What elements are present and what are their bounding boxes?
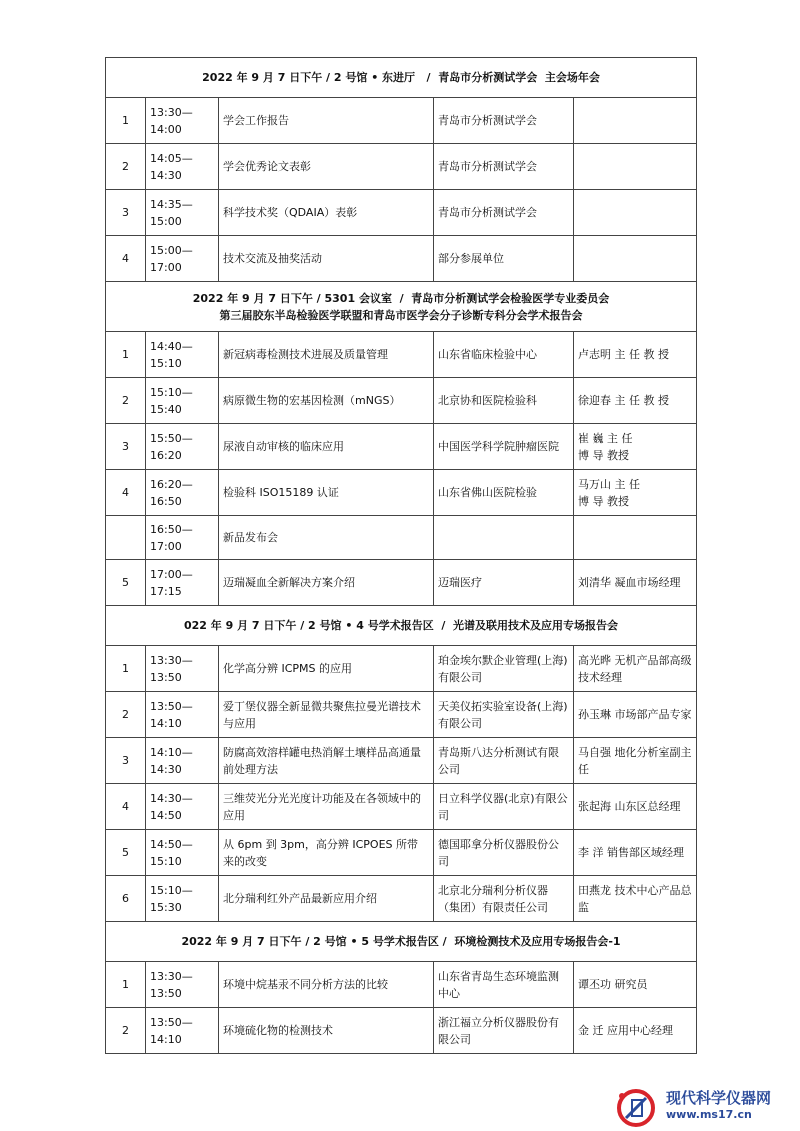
cell-topic: 新冠病毒检测技术进展及质量管理	[219, 332, 434, 378]
cell-speaker: 高光晔 无机产品部高级技术经理	[574, 646, 697, 692]
cell-time: 14:40—15:10	[146, 332, 219, 378]
cell-speaker: 马万山 主 任 博 导 教授	[574, 470, 697, 516]
table-row	[106, 1008, 697, 1054]
cell-no: 1	[106, 646, 146, 692]
cell-org: 珀金埃尔默企业管理(上海)有限公司	[434, 646, 574, 692]
cell-no: 1	[106, 962, 146, 1008]
cell-speaker	[574, 190, 697, 236]
cell-time: 14:30—14:50	[146, 784, 219, 830]
watermark	[612, 1086, 797, 1128]
table-row	[106, 190, 697, 236]
cell-org: 山东省青岛生态环境监测中心	[434, 962, 574, 1008]
cell-topic: 检验科 ISO15189 认证	[219, 470, 434, 516]
cell-time: 14:10—14:30	[146, 738, 219, 784]
table-row	[106, 378, 697, 424]
table-row	[106, 470, 697, 516]
cell-org: 青岛市分析测试学会	[434, 144, 574, 190]
cell-no: 2	[106, 378, 146, 424]
cell-org: 山东省佛山医院检验	[434, 470, 574, 516]
cell-speaker	[574, 98, 697, 144]
cell-org: 青岛斯八达分析测试有限公司	[434, 738, 574, 784]
cell-org: 天美仪拓实验室设备(上海)有限公司	[434, 692, 574, 738]
cell-time: 14:05—14:30	[146, 144, 219, 190]
cell-topic: 病原微生物的宏基因检测（mNGS）	[219, 378, 434, 424]
cell-time: 13:50—14:10	[146, 692, 219, 738]
cell-topic: 从 6pm 到 3pm，高分辨 ICPOES 所带来的改变	[219, 830, 434, 876]
cell-speaker: 徐迎春 主 任 教 授	[574, 378, 697, 424]
cell-topic: 迈瑞凝血全新解决方案介绍	[219, 560, 434, 606]
cell-time: 16:50—17:00	[146, 516, 219, 560]
cell-no: 3	[106, 190, 146, 236]
table-row	[106, 962, 697, 1008]
section-title	[106, 282, 697, 332]
watermark-title: 现代科学仪器网	[666, 1089, 772, 1107]
cell-topic: 三维荧光分光光度计功能及在各领域中的应用	[219, 784, 434, 830]
cell-time: 15:50—16:20	[146, 424, 219, 470]
section-title-line: 2022 年 9 月 7 日下午 / 2 号馆 • 5 号学术报告区 / 环境检测技术及应用专场报告会-1	[181, 935, 621, 948]
cell-topic: 尿液自动审核的临床应用	[219, 424, 434, 470]
cell-speaker: 李 洋 销售部区域经理	[574, 830, 697, 876]
cell-org: 中国医学科学院肿瘤医院	[434, 424, 574, 470]
cell-no: 2	[106, 1008, 146, 1054]
table-row	[106, 560, 697, 606]
cell-org: 青岛市分析测试学会	[434, 190, 574, 236]
table-row	[106, 144, 697, 190]
cell-topic: 新品发布会	[219, 516, 434, 560]
cell-org: 日立科学仪器(北京)有限公司	[434, 784, 574, 830]
cell-time: 13:30—13:50	[146, 962, 219, 1008]
section-header-row	[106, 282, 697, 332]
cell-time: 14:35—15:00	[146, 190, 219, 236]
cell-time: 16:20—16:50	[146, 470, 219, 516]
cell-no: 1	[106, 98, 146, 144]
site-logo-icon	[612, 1086, 662, 1128]
cell-time: 15:00—17:00	[146, 236, 219, 282]
cell-topic: 环境中烷基汞不同分析方法的比较	[219, 962, 434, 1008]
cell-no: 3	[106, 424, 146, 470]
cell-no: 4	[106, 470, 146, 516]
cell-no: 5	[106, 560, 146, 606]
cell-topic: 爱丁堡仪器全新显微共聚焦拉曼光谱技术与应用	[219, 692, 434, 738]
cell-org: 德国耶拿分析仪器股份公司	[434, 830, 574, 876]
cell-topic: 北分瑞利红外产品最新应用介绍	[219, 876, 434, 922]
cell-topic: 技术交流及抽奖活动	[219, 236, 434, 282]
section-header-row	[106, 58, 697, 98]
schedule-body	[106, 58, 697, 1054]
cell-speaker: 谭丕功 研究员	[574, 962, 697, 1008]
cell-org: 青岛市分析测试学会	[434, 98, 574, 144]
table-row	[106, 738, 697, 784]
cell-topic: 学会优秀论文表彰	[219, 144, 434, 190]
table-row	[106, 516, 697, 560]
cell-speaker	[574, 144, 697, 190]
cell-no	[106, 516, 146, 560]
cell-speaker: 张起海 山东区总经理	[574, 784, 697, 830]
section-title-line: 2022 年 9 月 7 日下午 / 5301 会议室 / 青岛市分析测试学会检验医学专业委员会	[192, 291, 610, 305]
cell-topic: 科学技术奖（QDAIA）表彰	[219, 190, 434, 236]
table-row	[106, 876, 697, 922]
section-title	[106, 58, 697, 98]
cell-org	[434, 516, 574, 560]
cell-speaker: 马自强 地化分析室副主任	[574, 738, 697, 784]
cell-time: 13:50—14:10	[146, 1008, 219, 1054]
cell-time: 15:10—15:40	[146, 378, 219, 424]
cell-time: 13:30—14:00	[146, 98, 219, 144]
section-title	[106, 922, 697, 962]
cell-speaker: 孙玉琳 市场部产品专家	[574, 692, 697, 738]
cell-org: 山东省临床检验中心	[434, 332, 574, 378]
cell-no: 4	[106, 236, 146, 282]
cell-org: 迈瑞医疗	[434, 560, 574, 606]
cell-speaker: 金 迁 应用中心经理	[574, 1008, 697, 1054]
table-row	[106, 236, 697, 282]
cell-no: 2	[106, 692, 146, 738]
table-row	[106, 784, 697, 830]
cell-no: 3	[106, 738, 146, 784]
section-header-row	[106, 922, 697, 962]
table-row	[106, 332, 697, 378]
cell-speaker	[574, 236, 697, 282]
section-title	[106, 606, 697, 646]
section-title-line: 第三届胶东半岛检验医学联盟和青岛市医学会分子诊断专科分会学术报告会	[219, 308, 583, 322]
cell-speaker: 刘清华 凝血市场经理	[574, 560, 697, 606]
cell-speaker: 崔 巍 主 任 博 导 教授	[574, 424, 697, 470]
section-title-line: 2022 年 9 月 7 日下午 / 2 号馆 • 东进厅 / 青岛市分析测试学会 主会场年会	[202, 71, 600, 84]
cell-no: 4	[106, 784, 146, 830]
cell-no: 2	[106, 144, 146, 190]
watermark-url: www.ms17.cn	[666, 1108, 752, 1121]
cell-org: 北京北分瑞利分析仪器（集团）有限责任公司	[434, 876, 574, 922]
section-title-line: 022 年 9 月 7 日下午 / 2 号馆 • 4 号学术报告区 / 光谱及联用技术及应用专场报告会	[183, 619, 619, 632]
cell-org: 浙江福立分析仪器股份有限公司	[434, 1008, 574, 1054]
cell-org: 部分参展单位	[434, 236, 574, 282]
table-row	[106, 646, 697, 692]
table-row	[106, 98, 697, 144]
cell-no: 6	[106, 876, 146, 922]
cell-speaker: 田燕龙 技术中心产品总监	[574, 876, 697, 922]
cell-org: 北京协和医院检验科	[434, 378, 574, 424]
cell-topic: 防腐高效溶样罐电热消解土壤样品高通量前处理方法	[219, 738, 434, 784]
cell-no: 1	[106, 332, 146, 378]
cell-speaker: 卢志明 主 任 教 授	[574, 332, 697, 378]
cell-topic: 化学高分辨 ICPMS 的应用	[219, 646, 434, 692]
cell-no: 5	[106, 830, 146, 876]
cell-topic: 环境硫化物的检测技术	[219, 1008, 434, 1054]
section-header-row	[106, 606, 697, 646]
cell-time: 13:30—13:50	[146, 646, 219, 692]
cell-time: 17:00—17:15	[146, 560, 219, 606]
table-row	[106, 692, 697, 738]
cell-time: 15:10—15:30	[146, 876, 219, 922]
schedule-table	[105, 57, 697, 1054]
cell-time: 14:50—15:10	[146, 830, 219, 876]
cell-speaker	[574, 516, 697, 560]
table-row	[106, 424, 697, 470]
cell-topic: 学会工作报告	[219, 98, 434, 144]
table-row	[106, 830, 697, 876]
